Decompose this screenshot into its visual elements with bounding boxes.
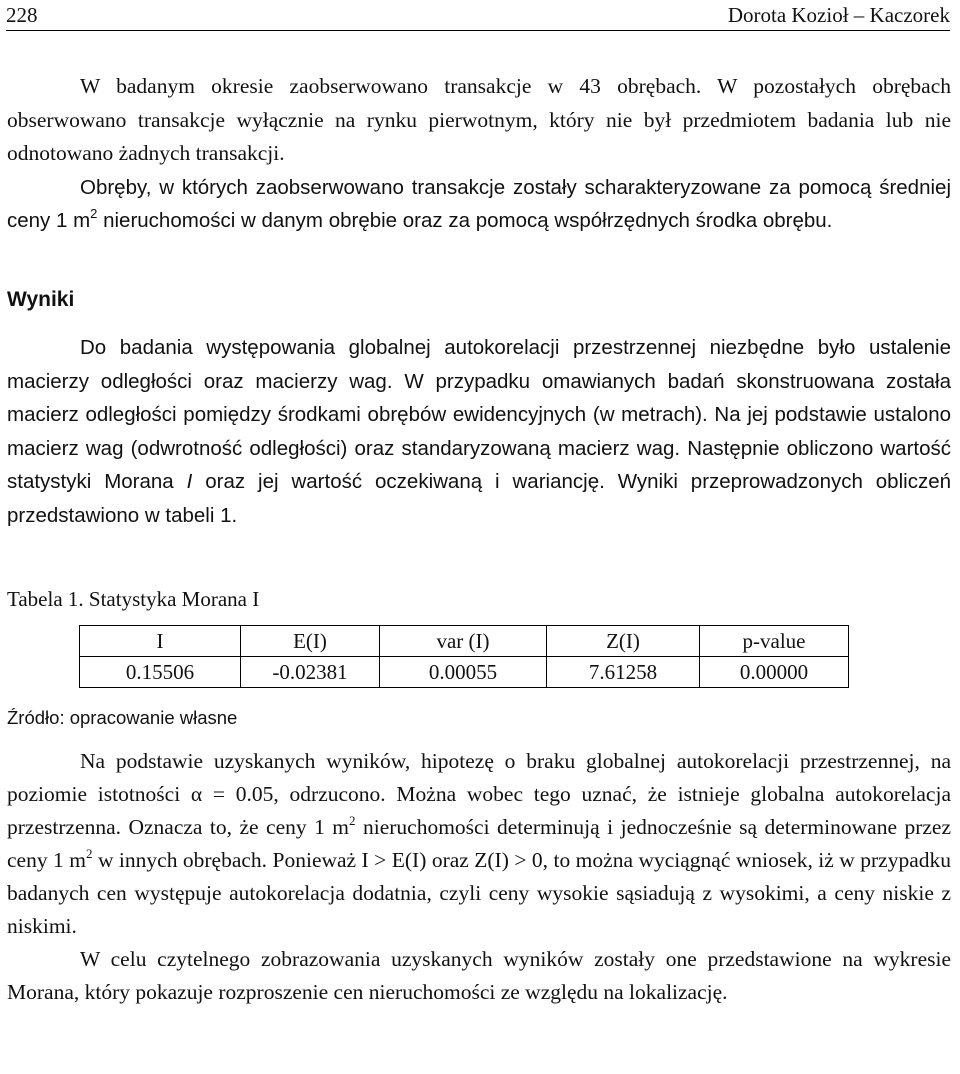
table-header-cell: I bbox=[80, 626, 241, 657]
intro-paragraph-1: W badanym okresie zaobserwowano transakcje w 43 obrębach. W pozostałych obrębach obserwowano transakcje wyłącznie na rynku pierwotnym, który nie był przedmiotem badania lub nie odnotowano żadnych transakcji. bbox=[7, 74, 951, 165]
table-cell: 7.61258 bbox=[547, 657, 700, 688]
superscript-squared: 2 bbox=[85, 846, 93, 861]
table-source-note: Źródło: opracowanie własne bbox=[7, 707, 238, 728]
table-header-cell: Z(I) bbox=[547, 626, 700, 657]
conclusion-block bbox=[7, 745, 951, 1009]
page-number: 228 bbox=[6, 3, 38, 27]
moran-statistics-table bbox=[79, 625, 849, 688]
results-text-b: oraz jej wartość oczekiwaną i wariancję. Wyniki przeprowadzonych obliczeń przedstawiono w tabeli 1. bbox=[7, 470, 951, 527]
section-heading: Wyniki bbox=[7, 288, 75, 311]
intro-block bbox=[7, 70, 951, 238]
conclusion-paragraph-1 bbox=[7, 745, 951, 943]
conclusion-paragraph-2: W celu czytelnego zobrazowania uzyskanych wyników zostały one przedstawione na wykresie Morana, który pokazuje rozproszenie cen nieruchomości ze względu na lokalizację. bbox=[7, 947, 951, 1004]
results-block bbox=[7, 331, 951, 532]
conclusion-text-c: w innych obrębach. Ponieważ I > E(I) oraz Z(I) > 0, to można wyciągnąć wniosek, iż w przypadku badanych cen występuje autokorelacja dodatnia, czyli ceny wysokie sąsiadują z wysokimi, a ceny niskie z niskimi. bbox=[7, 848, 952, 938]
superscript-squared: 2 bbox=[90, 206, 98, 221]
table-caption: Tabela 1. Statystyka Morana I bbox=[7, 587, 260, 611]
conclusion-text-b: nieruchomości determinują i jednocześnie są determinowane przez ceny 1 m bbox=[7, 815, 951, 872]
table-row bbox=[80, 657, 849, 688]
intro-paragraph-2-text-b: nieruchomości w danym obrębie oraz za pomocą współrzędnych środka obrębu. bbox=[97, 209, 833, 232]
conclusion-text-a: Na podstawie uzyskanych wyników, hipotezę o braku globalnej autokorelacji przestrzennej, na poziomie istotności α = 0.05, odrzucono. Można wobec tego uznać, że istnieje globalna autokorelacja przestrzenna. Oznacza to, że ceny 1 m bbox=[7, 749, 951, 839]
results-text-a: Do badania występowania globalnej autokorelacji przestrzennej niezbędne było ustalenie macierzy odległości oraz macierzy wag. W przypadku omawianych badań skonstruowana została macierz odległości pomiędzy środkami obrębów ewidencyjnych (w metrach). Na jej podstawie ustalono macierz wag (odwrotność odległości) oraz standaryzowaną macierz wag. Następnie obliczono wartość statystyki Morana bbox=[7, 336, 951, 493]
table-header-cell: p-value bbox=[700, 626, 849, 657]
moran-i-symbol: I bbox=[186, 470, 193, 493]
table-cell: 0.00055 bbox=[380, 657, 547, 688]
results-paragraph bbox=[7, 331, 951, 532]
table-header-cell: E(I) bbox=[241, 626, 380, 657]
superscript-squared: 2 bbox=[349, 813, 356, 828]
intro-paragraph-2-text-a: Obręby, w których zaobserwowano transakcje zostały scharakteryzowane za pomocą średniej ceny 1 m bbox=[7, 175, 951, 232]
intro-paragraph-2 bbox=[7, 171, 951, 238]
running-author: Dorota Kozioł – Kaczorek bbox=[727, 3, 950, 27]
table-header-row bbox=[80, 626, 849, 657]
running-header bbox=[6, 0, 950, 31]
table-cell: -0.02381 bbox=[241, 657, 380, 688]
table-cell: 0.15506 bbox=[80, 657, 241, 688]
table-cell: 0.00000 bbox=[700, 657, 849, 688]
table-header-cell: var (I) bbox=[380, 626, 547, 657]
